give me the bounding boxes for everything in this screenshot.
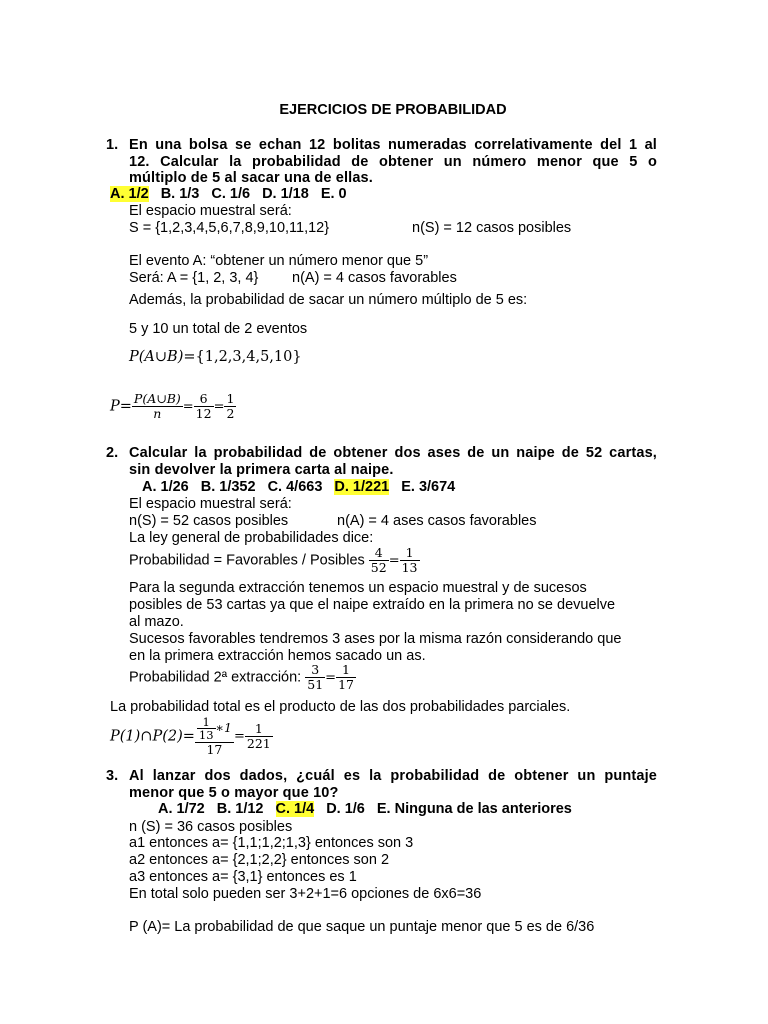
question-text-line: múltiplo de 5 al sacar una de ellas. [129, 170, 373, 186]
fraction [336, 663, 356, 692]
fraction [194, 392, 214, 421]
option-c: C. 4/663 [267, 479, 323, 495]
fraction-denominator: 51 [307, 677, 324, 692]
fraction-denominator: 17 [338, 677, 354, 692]
option-d-correct: D. 1/221 [334, 479, 390, 495]
union-rhs: ={1,2,3,4,5,10} [183, 349, 302, 365]
fraction-denominator: 17 [206, 742, 223, 757]
multiplier: ∗1 [215, 720, 232, 735]
fraction [224, 392, 236, 421]
option-a: A. 1/72 [158, 801, 205, 817]
fraction-numerator: 1 [226, 391, 235, 406]
fraction-numerator: 1 [336, 663, 356, 678]
fraction-denominator: 13 [198, 728, 214, 742]
fraction [305, 663, 325, 692]
solution-line: El espacio muestral será: [129, 203, 292, 219]
option-c-correct: C. 1/4 [275, 801, 315, 817]
document-title: EJERCICIOS DE PROBABILIDAD [279, 102, 507, 118]
answer-options [110, 186, 359, 203]
solution-line: al mazo. [129, 614, 184, 630]
fraction-numerator: 3 [305, 663, 325, 678]
solution-line: Para la segunda extracción tenemos un espacio muestral y de sucesos [129, 580, 587, 596]
option-c: C. 1/6 [211, 186, 251, 202]
solution-line: 5 y 10 un total de 2 eventos [129, 321, 308, 337]
solution-line: La probabilidad total es el producto de las dos probabilidades parciales. [110, 699, 571, 715]
union-formula [129, 349, 302, 366]
question-number: 1. [106, 137, 119, 153]
fraction-numerator: 1 [197, 716, 216, 729]
solution-line: S = {1,2,3,4,5,6,7,8,9,10,11,12} [129, 220, 330, 236]
solution-line: n (S) = 36 casos posibles [129, 819, 293, 835]
fraction [132, 392, 183, 421]
solution-line: a2 entonces a= {2,1;2,2} entonces son 2 [129, 852, 390, 868]
solution-line: posibles de 53 cartas ya que el naipe extraído en la primera no se devuelve [129, 597, 616, 613]
probability-formula: P= $\frac{P(A\cup B)}{n}$ = $\frac{6}{12}$ = $\frac{1}{2}$ [110, 391, 235, 421]
question-text-line: Calcular la probabilidad de obtener dos ases de un naipe de 52 cartas, [129, 445, 657, 461]
solution-line: Será: A = {1, 2, 3, 4} [129, 270, 259, 286]
fraction-denominator: 2 [226, 406, 235, 421]
solution-line: En total solo pueden ser 3+2+1=6 opciones de 6x6=36 [129, 886, 482, 902]
probability-formula: Probabilidad = Favorables / Posibles $\frac{4}{52}$ = $\frac{1}{13}$ [129, 545, 418, 575]
option-e: E. 0 [320, 186, 347, 202]
solution-line: Además, la probabilidad de sacar un número múltiplo de 5 es: [129, 292, 528, 308]
formula-lhs: P= [110, 398, 132, 415]
solution-line: a1 entonces a= {1,1;1,2;1,3} entonces son 3 [129, 835, 414, 851]
question-text-line: sin devolver la primera carta al naipe. [129, 462, 394, 478]
question-number: 3. [106, 768, 119, 784]
solution-line: La ley general de probabilidades dice: [129, 530, 374, 546]
solution-line: n(S) = 52 casos posibles [129, 513, 289, 529]
solution-line: en la primera extracción hemos sacado un as. [129, 648, 426, 664]
solution-line: a3 entonces a= {3,1} entonces es 1 [129, 869, 357, 885]
second-draw-formula: Probabilidad 2ª extracción: $\frac{3}{51}$ = $\frac{1}{17}$ [129, 662, 354, 692]
formula-label: Probabilidad = Favorables / Posibles [129, 552, 365, 569]
question-text-line: Al lanzar dos dados, ¿cuál es la probabilidad de obtener un puntaje [129, 768, 657, 784]
fraction-numerator: 4 [369, 546, 389, 561]
answer-options [158, 801, 584, 818]
union-lhs: P(A∪B) [129, 349, 184, 365]
fraction-numerator: 1 [400, 546, 420, 561]
option-b: B. 1/12 [216, 801, 264, 817]
fraction-denominator: 13 [401, 560, 418, 575]
fraction-denominator: 52 [370, 560, 387, 575]
fraction [369, 546, 389, 575]
option-e: E. Ninguna de las anteriores [376, 801, 572, 817]
solution-line: P (A)= La probabilidad de que saque un puntaje menor que 5 es de 6/36 [129, 919, 595, 935]
option-b: B. 1/3 [160, 186, 200, 202]
formula-lhs: P(1)∩P(2)= [110, 728, 195, 745]
option-e: E. 3/674 [401, 479, 456, 495]
question-text-line: En una bolsa se echan 12 bolitas numeradas correlativamente del 1 al [129, 137, 657, 153]
question-number: 2. [106, 445, 119, 461]
solution-line: n(A) = 4 casos favorables [292, 270, 457, 286]
fraction [400, 546, 420, 575]
option-a: A. 1/26 [142, 479, 189, 495]
option-d: D. 1/6 [326, 801, 365, 817]
solution-line: n(A) = 4 ases casos favorables [337, 513, 537, 529]
option-d: D. 1/18 [262, 186, 309, 202]
fraction-numerator: 6 [194, 392, 214, 407]
fraction-numerator: P(A∪B) [133, 391, 181, 406]
fraction [245, 722, 273, 751]
total-probability-formula: P(1)∩P(2)= $\frac{1}{13}$ ∗1 17 = $\frac{1}{221}$ [110, 715, 271, 757]
question-text-line: 12. Calcular la probabilidad de obtener un número menor que 5 o [129, 154, 657, 170]
option-a-correct: A. 1/2 [110, 186, 149, 202]
answer-options [142, 479, 467, 496]
compound-fraction [195, 716, 234, 757]
fraction-denominator: 12 [195, 406, 212, 421]
solution-line: n(S) = 12 casos posibles [412, 220, 572, 236]
fraction-numerator: 1 [245, 722, 273, 737]
option-b: B. 1/352 [200, 479, 256, 495]
fraction-denominator: 221 [246, 736, 271, 751]
fraction-denominator: n [153, 406, 162, 421]
solution-line: El evento A: “obtener un número menor que 5” [129, 253, 429, 269]
solution-line: Sucesos favorables tendremos 3 ases por la misma razón considerando que [129, 631, 622, 647]
formula-label: Probabilidad 2ª extracción: [129, 669, 302, 686]
question-text-line: menor que 5 o mayor que 10? [129, 785, 339, 801]
solution-line: El espacio muestral será: [129, 496, 292, 512]
